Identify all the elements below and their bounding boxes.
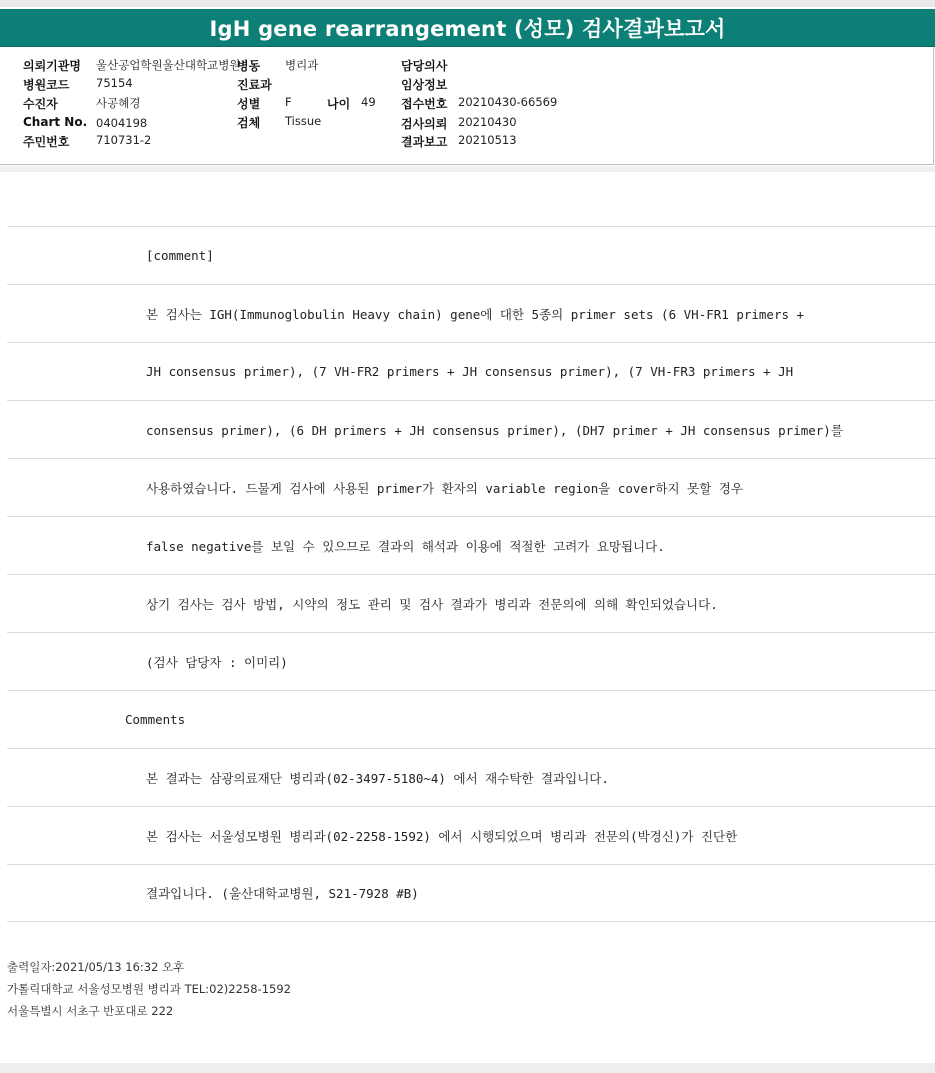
body-row xyxy=(7,806,935,864)
id-label: 주민번호 xyxy=(23,135,70,149)
institution-line: 가톨릭대학교 서울성모병원 병리과 TEL:02)2258-1592 xyxy=(7,982,291,996)
patient-label: 수진자 xyxy=(23,97,58,111)
sex-value: F xyxy=(285,95,292,109)
body-text: 상기 검사는 검사 방법, 시약의 정도 관리 및 검사 결과가 병리과 전문의에 의해 확인되었습니다. xyxy=(146,596,718,612)
hospital-code-value: 75154 xyxy=(96,76,133,90)
body-row xyxy=(7,574,935,632)
age-value: 49 xyxy=(361,95,376,109)
institution-label: 의뢰기관명 xyxy=(23,59,81,73)
address: 서울특별시 서초구 반포대로 222 xyxy=(7,1004,174,1018)
ward-label: 병동 xyxy=(237,59,261,73)
doctor-label: 담당의사 xyxy=(401,59,448,73)
body-text: 사용하였습니다. 드물게 검사에 사용된 primer가 환자의 variable region을 cover하지 못할 경우 xyxy=(146,480,743,496)
body-text: 본 검사는 IGH(Immunoglobulin Heavy chain) gene에 대한 5종의 primer sets (6 VH-FR1 primers + xyxy=(146,306,805,322)
receipt-value: 20210430-66569 xyxy=(458,95,558,109)
body-text: 결과입니다. (울산대학교병원, S21-7928 #B) xyxy=(146,886,419,901)
result-label: 결과보고 xyxy=(401,135,448,149)
receipt-label: 접수번호 xyxy=(401,97,448,111)
comment-heading: [comment] xyxy=(146,248,214,263)
body-text: 본 결과는 삼광의료재단 병리과(02-3497-5180~4) 에서 재수탁한 결과입니다. xyxy=(146,770,609,786)
request-value: 20210430 xyxy=(458,115,517,129)
patient-value: 사공혜경 xyxy=(96,96,141,110)
body-row xyxy=(7,748,935,806)
body-row xyxy=(7,400,935,458)
result-value: 20210513 xyxy=(458,133,517,147)
department-label: 진료과 xyxy=(237,78,272,92)
bottom-bar xyxy=(0,1063,935,1073)
ward-value: 병리과 xyxy=(285,58,319,72)
comments-heading: Comments xyxy=(125,712,186,727)
report-title: IgH gene rearrangement (성모) 검사결과보고서 xyxy=(0,9,935,47)
body-text: false negative를 보일 수 있으므로 결과의 해석과 이용에 적절한 고려가 요망됩니다. xyxy=(146,538,665,554)
body-text: (검사 담당자 : 이미리) xyxy=(146,654,288,670)
body-text: 본 검사는 서울성모병원 병리과(02-2258-1592) 에서 시행되었으며 병리과 전문의(박경신)가 진단한 xyxy=(146,828,738,844)
body-row xyxy=(7,458,935,516)
body-row xyxy=(7,632,935,690)
clinical-info-label: 임상정보 xyxy=(401,78,448,92)
sex-label: 성별 xyxy=(237,97,261,111)
top-rule xyxy=(0,0,935,7)
body-text: JH consensus primer), (7 VH-FR2 primers + JH consensus primer), (7 VH-FR3 primers + JH xyxy=(146,364,794,379)
chart-value: 0404198 xyxy=(96,116,148,130)
specimen-value: Tissue xyxy=(285,114,322,128)
chart-label: Chart No. xyxy=(23,115,88,129)
body-text: consensus primer), (6 DH primers + JH consensus primer), (DH7 primer + JH consensus primer)를 xyxy=(146,422,843,438)
id-value: 710731-2 xyxy=(96,133,152,147)
print-date: 출력일자:2021/05/13 16:32 오후 xyxy=(7,960,185,974)
body-row xyxy=(7,284,935,342)
body-row xyxy=(7,226,935,284)
header-divider xyxy=(0,166,935,172)
request-label: 검사의뢰 xyxy=(401,117,448,131)
hospital-code-label: 병원코드 xyxy=(23,78,70,92)
report-body xyxy=(7,226,935,922)
age-label: 나이 xyxy=(327,97,351,111)
body-row xyxy=(7,516,935,574)
institution-value: 울산공업학원울산대학교병원 xyxy=(96,58,241,72)
report-header xyxy=(0,47,934,165)
report-footer xyxy=(7,956,291,1022)
body-row xyxy=(7,690,935,748)
body-row xyxy=(7,864,935,922)
specimen-label: 검체 xyxy=(237,116,261,130)
body-row xyxy=(7,342,935,400)
